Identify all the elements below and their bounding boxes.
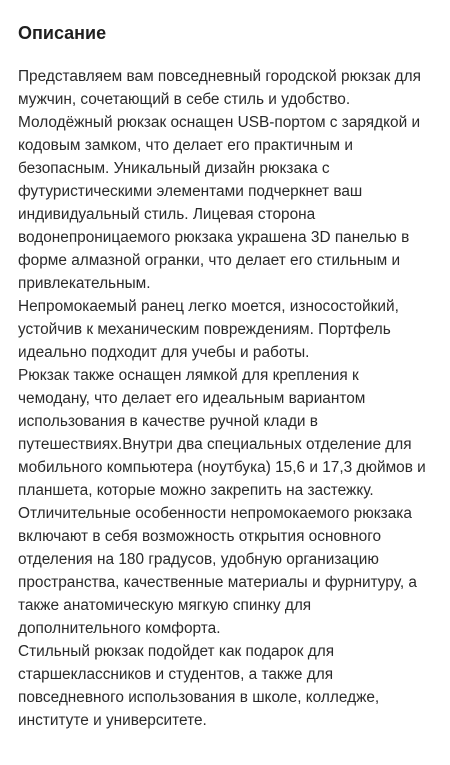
description-paragraph: Стильный рюкзак подойдет как подарок для старшеклассников и студентов, а также для повседневного использования в школе, колледже, институте и университете. (18, 643, 380, 729)
section-title: Описание (18, 23, 107, 43)
description-body (18, 65, 432, 732)
description-paragraph: Рюкзак также оснащен лямкой для крепления к чемодану, что делает его идеальным вариантом использования в качестве ручной клади в путешествиях.Внутри два специальных отделение для мобильного компьютера (ноутбука) 15,6 и 17,3 дюймов и планшета, которые можно закрепить на застежку. Отличительные особенности непромокаемого рюкзака включают в себя возможность открытия основного отделения на 180 градусов, удобную организацию пространства, качественные материалы и фурнитуру, а также анатомическую мягкую спинку для дополнительного комфорта. (18, 367, 426, 637)
description-paragraph: Представляем вам повседневный городской рюкзак для мужчин, сочетающий в себе стиль и удобство. Молодёжный рюкзак оснащен USB-портом с зарядкой и кодовым замком, что делает его практичным и безопасным. Уникальный дизайн рюкзака с футуристическими элементами подчеркнет ваш индивидуальный стиль. Лицевая сторона водонепроницаемого рюкзака украшена 3D панелью в форме алмазной огранки, что делает его стильным и привлекательным. (18, 68, 421, 292)
description-paragraph: Непромокаемый ранец легко моется, износостойкий, устойчив к механическим повреждениям. Портфель идеально подходит для учебы и работы. (18, 298, 399, 361)
